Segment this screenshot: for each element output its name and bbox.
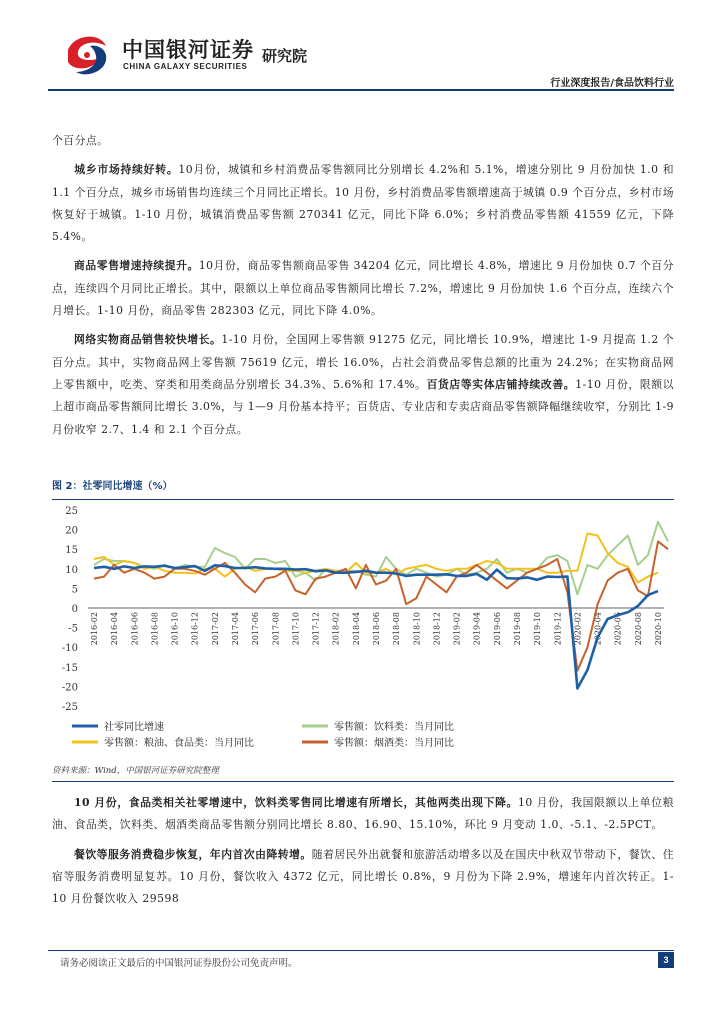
figure-title: 图 2：社零同比增速（%） (52, 477, 674, 500)
paragraph-heading: 10 月份，食品类相关社零增速中，饮料类零售同比增速有所增长，其他两类出现下降。 (74, 796, 518, 809)
paragraph-online-retail (52, 329, 674, 440)
legend-label: 社零同比增速 (104, 722, 164, 733)
x-tick-label: 2020-10 (654, 612, 663, 646)
x-tick-label: 2019-06 (492, 612, 502, 646)
x-tick-label: 2019-08 (513, 612, 522, 646)
x-tick-label: 2016-06 (130, 612, 140, 646)
paragraph-catering (52, 844, 674, 911)
x-tick-label: 2017-12 (311, 612, 321, 646)
page-number: 3 (658, 952, 674, 968)
y-tick-label: -20 (61, 682, 78, 694)
paragraph-heading: 城乡市场持续好转。 (74, 163, 179, 177)
x-tick-label: 2016-12 (190, 612, 200, 646)
y-tick-label: 15 (65, 545, 78, 557)
x-tick-label: 2016-08 (150, 612, 160, 646)
paragraph-food-categories (52, 792, 674, 837)
report-type: 行业深度报告/食品饮料行业 (550, 78, 674, 89)
x-tick-label: 2019-02 (452, 612, 462, 646)
x-tick-label: 2016-02 (90, 612, 99, 646)
company-name-en: CHINA GALAXY SECURITIES (123, 62, 248, 71)
x-tick-label: 2018-02 (331, 612, 341, 646)
x-tick-label: 2019-10 (533, 612, 543, 646)
paragraph-text: 1-10 月份，全国网上零售额 91275 亿元，同比增长 10.9%，增速比 1-9 月提高 1.2 个百分点。其中，实物商品网上零售额 75619 亿元，增长 16.0%，占社会消费品零售总额的比重为 24.2%；在实物商品网上零售额中，吃类、穿类和用类商品分别增长 34.3%、5.6%和 17.4%。 (52, 333, 675, 391)
body-text-bottom (52, 792, 674, 910)
x-tick-label: 2018-08 (392, 612, 402, 646)
x-tick-label: 2017-04 (231, 612, 240, 646)
header-divider (48, 89, 674, 91)
x-tick-label: 2019-04 (472, 612, 482, 646)
research-institute-label: 研究院 (262, 47, 308, 65)
paragraph-text: 随着居民外出就餐和旅游活动增多以及在国庆中秋双节带动下，餐饮、住宿等服务消费明显复苏。10 月份，餐饮收入 4372 亿元，同比增长 0.8%，9 月份为下降 2.9%，增速年内首次转正。1-10 月份餐饮收入 29598 (52, 847, 675, 906)
paragraph-heading: 网络实物商品销售较快增长。 (74, 333, 222, 347)
legend-label: 零售额：粮油、食品类：当月同比 (104, 738, 254, 749)
paragraph-text: 10月份，商品零售额商品零售 34204 亿元，同比增长 4.8%，增速比 9 月份加快 0.7 个百分点，连续四个月同比正增长。其中，限额以上单位商品零售额同比增长 7.2%，增速比 9 月份加快 1.6 个百分点，连续六个月增长。1-10 月份，商品零售 282303 亿元，同比下降 4.0%。 (52, 259, 675, 318)
footer-divider (48, 950, 674, 951)
paragraph-urban-rural (52, 159, 674, 248)
x-tick-label: 2019-12 (553, 612, 563, 646)
x-tick-label: 2018-10 (412, 612, 422, 646)
y-tick-label: 25 (65, 506, 78, 517)
x-tick-label: 2020-02 (573, 612, 583, 646)
x-tick-label: 2020-04 (593, 612, 603, 646)
y-tick-label: 20 (65, 525, 78, 537)
paragraph-text: 1-10 月份，限额以上超市商品零售额同比增长 3.0%，与 1—9 月份基本持平；百货店、专业店和专卖店商品零售额降幅继续收窄，分别比 1-9 月份收窄 2.7、1.4 和 2.1 个百分点。 (52, 377, 674, 436)
galaxy-logo-icon (60, 28, 114, 82)
footer-disclaimer: 请务必阅读正文最后的中国银河证券股份公司免责声明。 (60, 958, 298, 969)
x-tick-label: 2017-06 (251, 612, 261, 646)
paragraph-text: 10月份，城镇和乡村消费品零售额同比分别增长 4.2%和 5.1%，增速分别比 9 月份加快 1.0 和 1.1 个百分点，城乡市场销售均连续三个月同比正增长。10 月份，乡村消费品零售额增速高于城镇 0.9 个百分点，乡村市场恢复好于城镇。1-10 月份，城镇消费品零售额 270341 亿元，同比下降 6.0%；乡村消费品零售额 41559 亿元，下降 5.4%。 (52, 163, 674, 244)
x-tick-label: 2016-04 (110, 612, 120, 646)
y-tick-label: -25 (61, 702, 78, 713)
x-tick-label: 2018-12 (432, 612, 442, 646)
x-tick-label: 2020-06 (613, 612, 623, 646)
paragraph-heading: 商品零售增速持续提升。 (74, 259, 199, 273)
source-divider (52, 781, 674, 782)
x-tick-label: 2018-06 (372, 612, 381, 646)
y-tick-label: 10 (65, 564, 78, 576)
paragraph-0-text: 个百分点。 (52, 134, 109, 147)
retail-growth-chart (52, 500, 674, 758)
x-tick-label: 2017-02 (210, 612, 220, 646)
x-tick-label: 2016-10 (170, 612, 180, 646)
paragraph-heading: 百货店等实体店铺持续改善。 (426, 377, 576, 391)
figure-source: 资料来源：Wind，中国银河证券研究院整理 (52, 766, 219, 776)
body-text-top (52, 130, 674, 441)
paragraph-goods-retail (52, 255, 674, 322)
legend-label: 零售额：烟酒类：当月同比 (334, 738, 454, 749)
x-tick-label: 2017-08 (271, 612, 281, 646)
y-tick-label: 0 (71, 604, 78, 615)
legend-label: 零售额：饮料类：当月同比 (334, 722, 454, 733)
y-tick-label: 5 (71, 584, 78, 596)
x-tick-label: 2018-04 (351, 612, 361, 646)
y-tick-label: -10 (61, 643, 78, 655)
paragraph-0 (52, 130, 674, 152)
x-tick-label: 2020-08 (633, 612, 643, 646)
y-tick-label: -5 (68, 623, 78, 635)
x-tick-label: 2017-10 (291, 612, 301, 646)
paragraph-heading: 餐饮等服务消费稳步恢复，年内首次由降转增。 (74, 847, 312, 861)
paragraph-text: 10 月份，我国限额以上单位粮油、食品类，饮料类、烟酒类商品零售额分别同比增长 8.80、16.90、15.10%，环比 9 月变动 1.0、-5.1、-2.5PCT。 (52, 796, 675, 832)
company-name-cn: 中国银河证券 (122, 38, 254, 62)
page-header (0, 0, 724, 92)
series-line-3 (94, 541, 668, 670)
y-tick-label: -15 (61, 662, 78, 674)
